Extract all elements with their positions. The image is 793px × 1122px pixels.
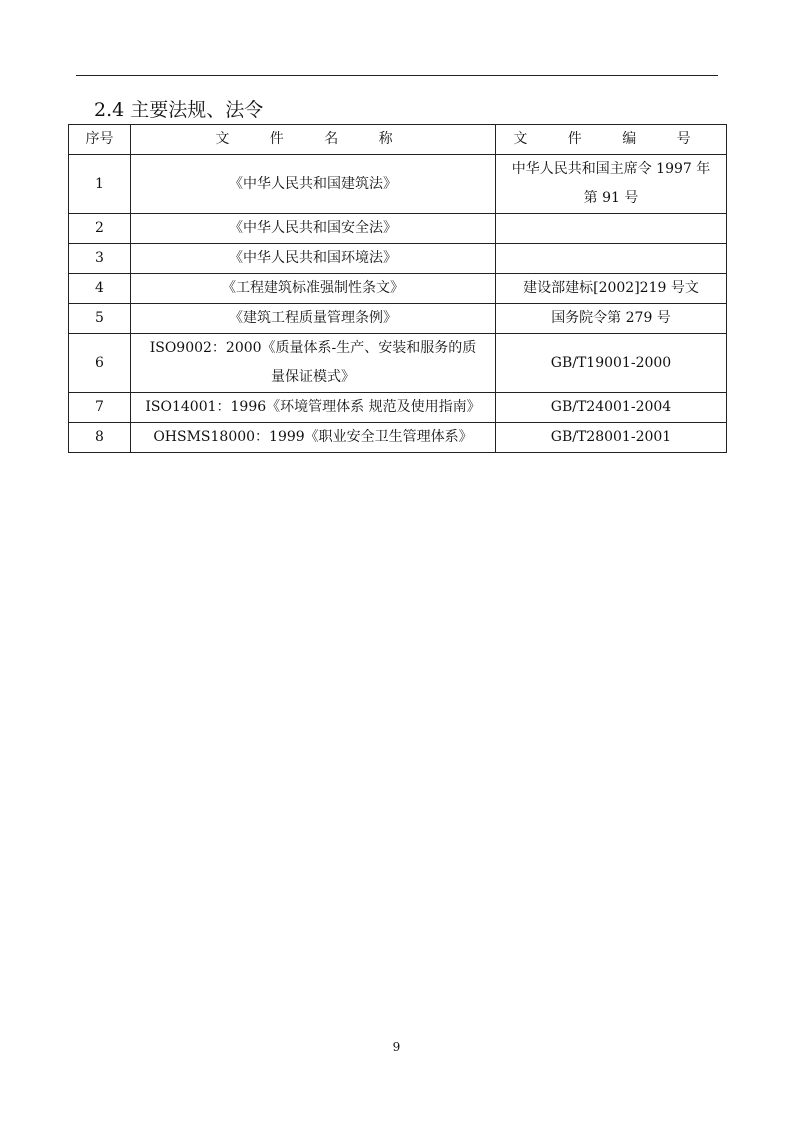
row-no: 2 [69, 214, 131, 244]
table-header-row [69, 125, 727, 155]
row-name-line: ISO9002：2000《质量体系-生产、安装和服务的质 [149, 340, 477, 356]
regulations-table [68, 124, 727, 453]
header-code: 文 件 编 号 [496, 125, 727, 155]
header-rule [76, 75, 718, 76]
row-name: 《中华人民共和国建筑法》 [131, 155, 496, 214]
row-code-line: 第 91 号 [583, 190, 639, 206]
table-row [69, 393, 727, 423]
row-no: 3 [69, 244, 131, 274]
table-row [69, 304, 727, 334]
row-name: 《中华人民共和国环境法》 [131, 244, 496, 274]
row-no: 8 [69, 423, 131, 453]
header-name: 文 件 名 称 [131, 125, 496, 155]
row-code: GB/T19001-2000 [496, 334, 727, 393]
table-row [69, 244, 727, 274]
row-name: 《建筑工程质量管理条例》 [131, 304, 496, 334]
row-no: 6 [69, 334, 131, 393]
section-title: 2.4 主要法规、法令 [94, 99, 264, 121]
row-name: 《中华人民共和国安全法》 [131, 214, 496, 244]
table-row [69, 334, 727, 393]
row-no: 4 [69, 274, 131, 304]
row-code-line: 中华人民共和国主席令 1997 年 [511, 161, 711, 177]
header-no: 序号 [69, 125, 131, 155]
row-code [496, 244, 727, 274]
page-number: 9 [392, 1040, 401, 1054]
row-name [131, 334, 496, 393]
row-name-line: 量保证模式》 [271, 369, 355, 385]
row-name: 《工程建筑标准强制性条文》 [131, 274, 496, 304]
row-code: 建设部建标[2002]219 号文 [496, 274, 727, 304]
row-name: ISO14001：1996《环境管理体系 规范及使用指南》 [131, 393, 496, 423]
table-row [69, 214, 727, 244]
row-no: 5 [69, 304, 131, 334]
row-code: GB/T28001-2001 [496, 423, 727, 453]
table-row [69, 155, 727, 214]
row-code: 国务院令第 279 号 [496, 304, 727, 334]
row-code [496, 214, 727, 244]
row-no: 7 [69, 393, 131, 423]
table-row [69, 423, 727, 453]
row-name: OHSMS18000：1999《职业安全卫生管理体系》 [131, 423, 496, 453]
row-code: GB/T24001-2004 [496, 393, 727, 423]
table-row [69, 274, 727, 304]
row-no: 1 [69, 155, 131, 214]
row-code [496, 155, 727, 214]
